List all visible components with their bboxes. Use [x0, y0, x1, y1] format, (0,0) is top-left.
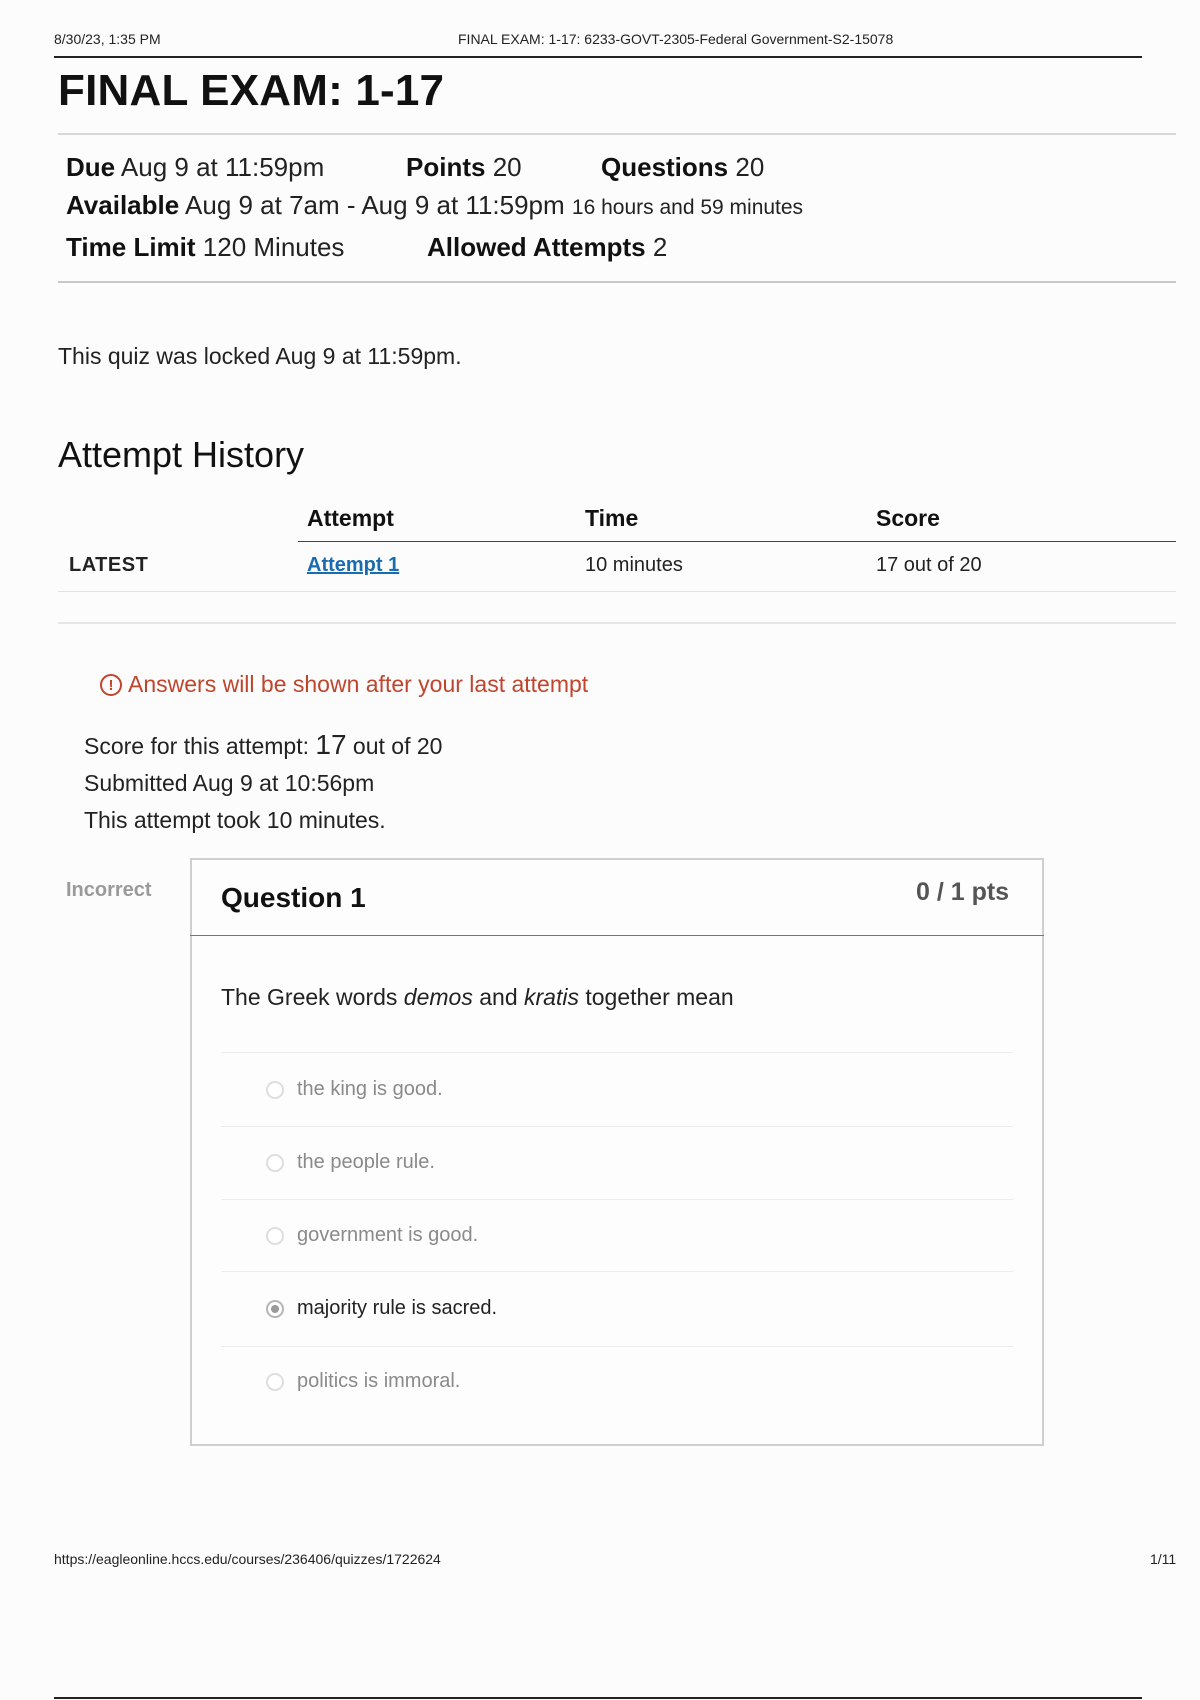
- question-text-after: together mean: [585, 984, 734, 1010]
- attempt-cell: [307, 554, 399, 577]
- column-header-time: Time: [585, 505, 639, 531]
- print-page-number: 1/11: [1150, 1551, 1177, 1567]
- answer-option-label: politics is immoral.: [297, 1370, 461, 1392]
- option-divider: [221, 1052, 1013, 1053]
- print-url: https://eagleonline.hccs.edu/courses/236406/quizzes/1722624: [54, 1551, 441, 1567]
- header-divider: [54, 56, 1142, 58]
- alert-circle-icon: !: [100, 674, 122, 696]
- questions-value: 20: [735, 152, 765, 182]
- answer-option[interactable]: [266, 1224, 478, 1247]
- answer-option-label: the people rule.: [297, 1151, 435, 1173]
- time-limit-label: Time Limit: [66, 232, 196, 262]
- answer-option[interactable]: [266, 1151, 435, 1174]
- attempt-1-link[interactable]: Attempt 1: [307, 554, 400, 576]
- answer-option-label: the king is good.: [297, 1078, 443, 1100]
- attempt-duration-text: This attempt took 10 minutes.: [84, 807, 386, 833]
- time-limit-value: 120 Minutes: [202, 232, 345, 262]
- available-value: Aug 9 at 7am - Aug 9 at 11:59pm: [185, 190, 565, 220]
- question-term-demos: demos: [403, 984, 473, 1010]
- option-divider: [221, 1346, 1013, 1347]
- page-title: FINAL EXAM: 1-17: [58, 66, 445, 115]
- question-term-kratis: kratis: [524, 984, 579, 1010]
- next-page-divider: [54, 1697, 1142, 1699]
- question-points: 0 / 1 pts: [916, 878, 1010, 906]
- time-limit-meta: [66, 232, 344, 263]
- locked-notice: This quiz was locked Aug 9 at 11:59pm.: [58, 343, 462, 369]
- answer-option-selected[interactable]: [266, 1297, 497, 1320]
- available-duration: 16 hours and 59 minutes: [571, 196, 804, 219]
- table-row-rule: [58, 591, 1176, 592]
- question-status: Incorrect: [66, 879, 152, 901]
- radio-unselected-icon[interactable]: [266, 1227, 284, 1245]
- radio-unselected-icon[interactable]: [266, 1081, 284, 1099]
- available-label: Available: [66, 190, 180, 220]
- answer-option[interactable]: [266, 1078, 443, 1101]
- print-doc-title: FINAL EXAM: 1-17: 6233-GOVT-2305-Federal Government-S2-15078: [458, 31, 894, 47]
- title-divider: [58, 133, 1176, 135]
- latest-tag: LATEST: [69, 554, 149, 576]
- column-header-attempt: Attempt: [307, 505, 394, 531]
- due-label: Due: [66, 152, 116, 182]
- due-meta: [66, 152, 324, 183]
- question-text-mid: and: [479, 984, 518, 1010]
- radio-selected-icon[interactable]: [266, 1300, 284, 1318]
- radio-unselected-icon[interactable]: [266, 1373, 284, 1391]
- submitted-text: Submitted Aug 9 at 10:56pm: [84, 770, 375, 796]
- attempt-history-heading: Attempt History: [58, 434, 305, 475]
- points-value: 20: [492, 152, 522, 182]
- option-divider: [221, 1126, 1013, 1127]
- question-text: [221, 984, 734, 1011]
- allowed-attempts-label: Allowed Attempts: [427, 232, 646, 262]
- allowed-attempts-meta: [427, 232, 667, 263]
- radio-unselected-icon[interactable]: [266, 1154, 284, 1172]
- option-divider: [221, 1271, 1013, 1272]
- option-divider: [221, 1199, 1013, 1200]
- questions-label: Questions: [601, 152, 729, 182]
- score-cell: 17 out of 20: [876, 554, 982, 576]
- answer-option-label: government is good.: [297, 1224, 479, 1246]
- due-value: Aug 9 at 11:59pm: [120, 152, 325, 182]
- print-datetime: 8/30/23, 1:35 PM: [54, 31, 161, 47]
- points-label: Points: [406, 152, 486, 182]
- answers-warning: [100, 671, 588, 698]
- score-suffix: out of 20: [352, 733, 443, 759]
- answer-option[interactable]: [266, 1370, 460, 1393]
- meta-divider: [58, 281, 1176, 283]
- allowed-attempts-value: 2: [652, 232, 668, 262]
- answers-warning-text: Answers will be shown after your last attempt: [128, 671, 589, 697]
- points-meta: [406, 152, 522, 183]
- score-prefix: Score for this attempt:: [84, 733, 309, 759]
- answer-option-label: majority rule is sacred.: [297, 1297, 498, 1319]
- question-text-before: The Greek words: [221, 984, 398, 1010]
- time-cell: 10 minutes: [585, 554, 683, 576]
- attempt-score: [84, 729, 442, 761]
- available-meta: [66, 190, 803, 221]
- score-value: 17: [315, 729, 347, 760]
- section-divider: [58, 622, 1176, 624]
- questions-meta: [601, 152, 764, 183]
- question-title: Question 1: [221, 882, 366, 913]
- table-header-rule: [298, 541, 1176, 542]
- column-header-score: Score: [876, 505, 940, 531]
